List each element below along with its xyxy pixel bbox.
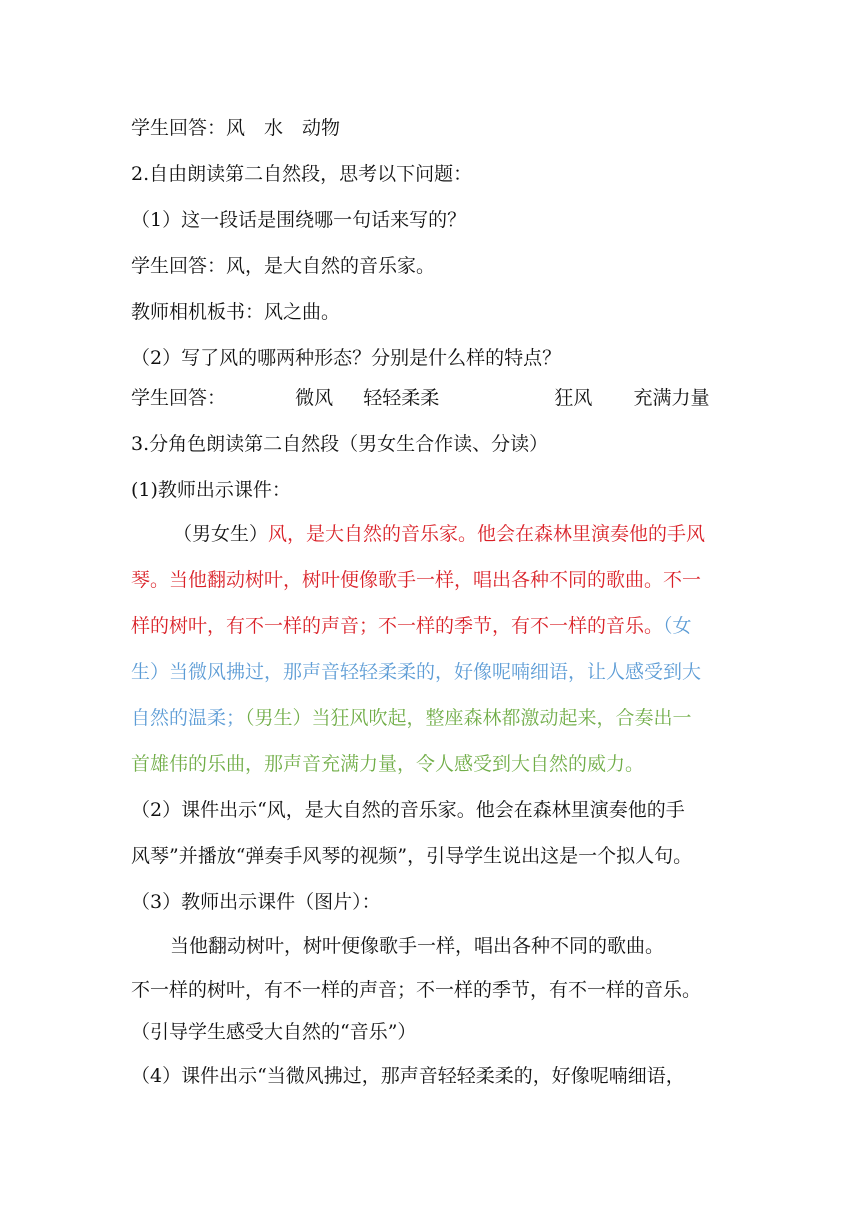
passage-role-boys: （男生）当狂风吹起，整座森林都激动起来，合奏出一 (245, 707, 692, 729)
student-answer-line-2: 学生回答：风，是大自然的音乐家。 (131, 255, 436, 277)
passage-role-girls: （女 (663, 615, 692, 637)
question-3-sub-1: (1)教师出示课件： (131, 479, 291, 501)
passage-line-6: 首雄伟的乐曲，那声音充满力量，令人感受到大自然的威力。 (131, 753, 645, 775)
student-answer-line-3 (131, 386, 709, 410)
passage-role-both: （男女生） (173, 523, 269, 545)
answer-label: 学生回答： (131, 387, 227, 409)
courseware-text-line-1: 当他翻动树叶，树叶便像歌手一样，唱出各种不同的歌曲。 (170, 935, 665, 957)
passage-line-3 (131, 614, 692, 638)
passage-line-5 (131, 706, 692, 730)
answer-gale-feature: 充满力量 (633, 387, 710, 409)
passage-line-1 (173, 522, 705, 546)
passage-line-2: 琴。当他翻动树叶，树叶便像歌手一样，唱出各种不同的歌曲。不一 (131, 569, 702, 591)
answer-breeze-feature: 轻轻柔柔 (363, 387, 440, 409)
answer-breeze: 微风 (295, 387, 334, 409)
courseware-text-line-2: 不一样的树叶，有不一样的声音；不一样的季节，有不一样的音乐。 (131, 979, 702, 1001)
teacher-board-note: 教师相机板书：风之曲。 (131, 301, 341, 323)
question-2-heading: 2.自由朗读第二自然段，思考以下问题： (131, 163, 473, 185)
question-3-sub-2-line-2: 风琴”并播放“弹奏手风琴的视频”，引导学生说出这是一个拟人句。 (131, 845, 693, 867)
answer-gale: 狂风 (554, 387, 593, 409)
passage-blue-5: 自然的温柔； (131, 707, 246, 729)
question-3-sub-4: （4）课件出示“当微风拂过，那声音轻轻柔柔的，好像呢喃细语， (131, 1065, 685, 1087)
question-3-heading: 3.分角色朗读第二自然段（男女生合作读、分读） (131, 433, 549, 455)
question-2-sub-1: （1）这一段话是围绕哪一句话来写的？ (131, 209, 467, 231)
question-3-sub-3: （3）教师出示课件（图片）： (131, 891, 381, 913)
guidance-note: （引导学生感受大自然的“音乐”） (131, 1021, 417, 1043)
passage-red-3: 样的树叶，有不一样的声音；不一样的季节，有不一样的音乐。 (131, 615, 664, 637)
question-2-sub-2: （2）写了风的哪两种形态？分别是什么样的特点？ (131, 347, 562, 369)
passage-line-4: 生）当微风拂过，那声音轻轻柔柔的，好像呢喃细语，让人感受到大 (131, 661, 702, 683)
passage-red-1: 风，是大自然的音乐家。他会在森林里演奏他的手风 (268, 523, 706, 545)
question-3-sub-2-line-1: （2）课件出示“风，是大自然的音乐家。他会在森林里演奏他的手 (131, 799, 685, 821)
student-answer-line-1: 学生回答：风 水 动物 (131, 117, 341, 139)
